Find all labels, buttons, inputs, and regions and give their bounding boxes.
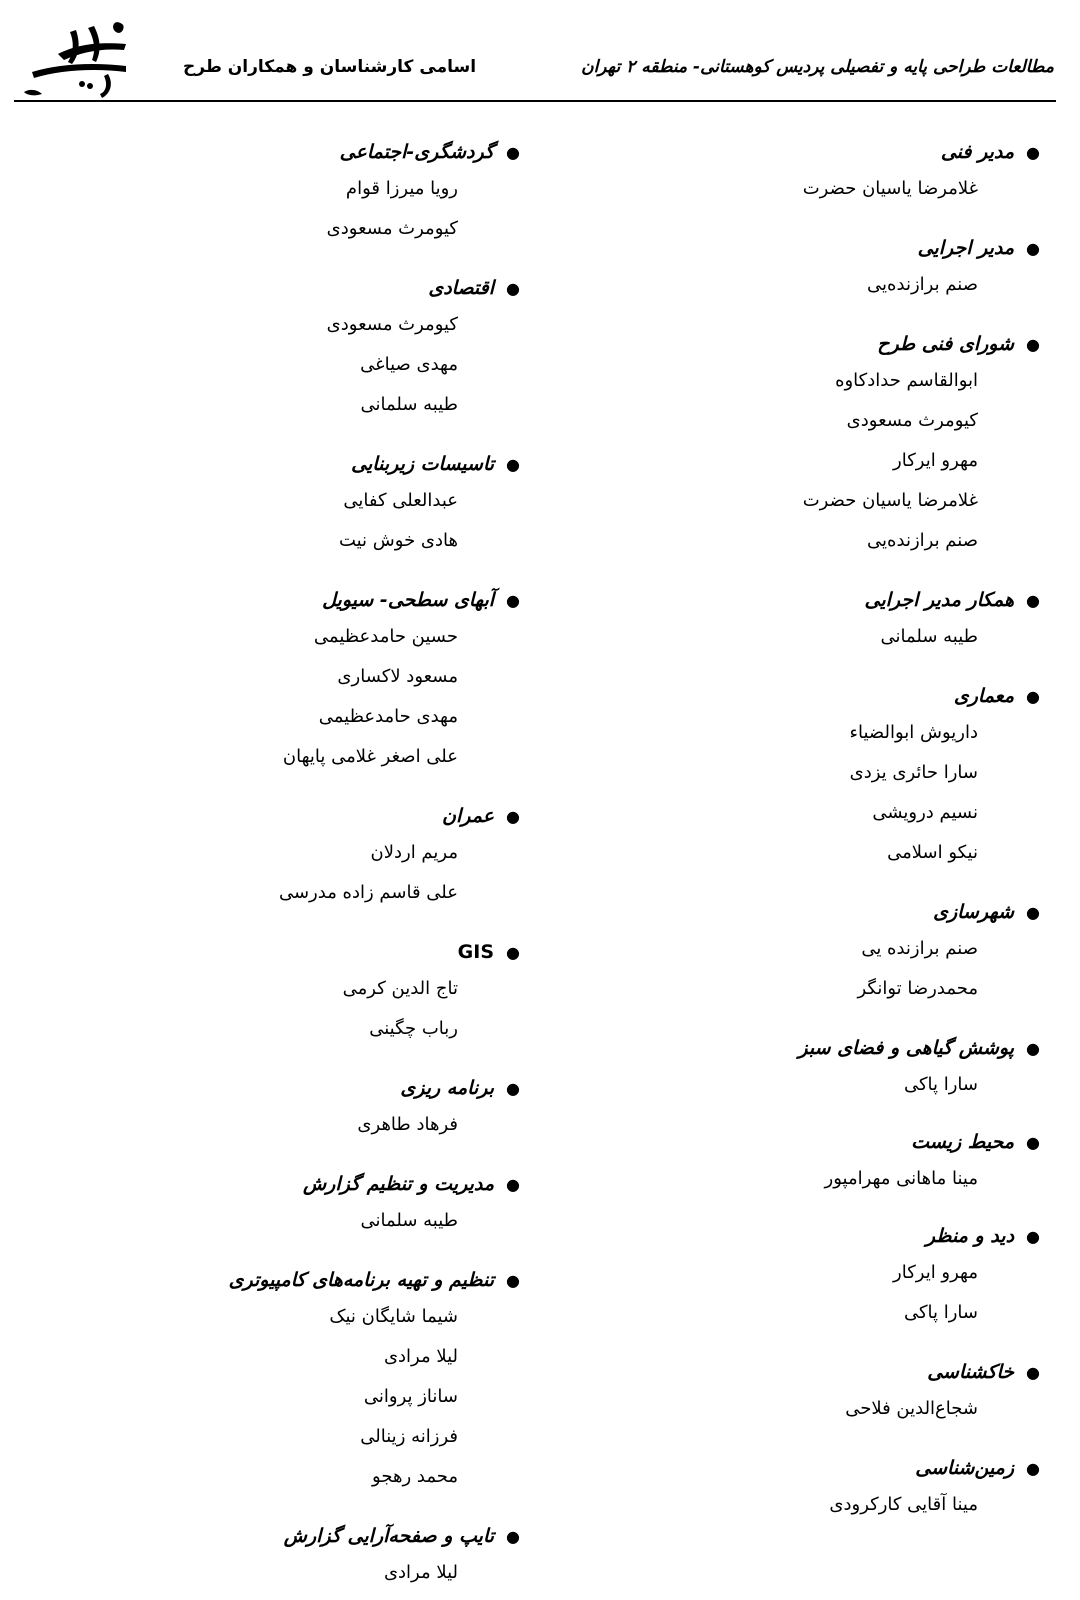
bullet-icon: ● <box>1026 1458 1040 1478</box>
section-heading <box>600 895 1040 929</box>
section <box>600 1125 1040 1199</box>
section <box>40 1071 520 1145</box>
person-name: ساناز پروانی <box>363 1386 458 1407</box>
section-title: تایپ و صفحه‌آرایی گزارش <box>283 1525 495 1547</box>
name-list <box>40 305 520 425</box>
bullet-icon: ● <box>1026 1226 1040 1246</box>
section <box>40 583 520 777</box>
name-list <box>40 969 520 1049</box>
bullet-icon: ● <box>506 806 520 826</box>
person-name: سارا پاکی <box>903 1074 978 1095</box>
person-name: صنم برازنده‌یی <box>867 274 978 295</box>
section-title: آبهای سطحی- سیویل <box>322 589 495 611</box>
name-list <box>40 833 520 913</box>
name-list <box>600 929 1040 1009</box>
bullet-icon: ● <box>506 590 520 610</box>
bullet-icon: ● <box>1026 902 1040 922</box>
person-name: طیبه سلمانی <box>360 394 458 415</box>
calligraphy-logo-icon <box>18 14 138 100</box>
bullet-icon: ● <box>1026 1038 1040 1058</box>
name-list <box>600 361 1040 561</box>
name-list <box>600 265 1040 305</box>
person-name: علی اصغر غلامی پایهان <box>282 746 458 767</box>
person-name: ابوالقاسم حدادکاوه <box>835 370 978 391</box>
person-name: مینا آقایی کارکرودی <box>829 1494 978 1515</box>
bullet-icon: ● <box>1026 1132 1040 1152</box>
names-title: اسامی کارشناسان و همکاران طرح <box>183 57 477 77</box>
name-list <box>600 169 1040 209</box>
section-heading <box>600 327 1040 361</box>
section-heading <box>600 1031 1040 1065</box>
name-list <box>40 1201 520 1241</box>
section <box>600 1031 1040 1105</box>
bullet-icon: ● <box>506 454 520 474</box>
section-heading <box>600 1451 1040 1485</box>
person-name: فرهاد طاهری <box>357 1114 458 1135</box>
person-name: مریم اردلان <box>370 842 458 863</box>
person-name: کیومرث مسعودی <box>326 218 458 239</box>
person-name: لیلا مرادی <box>383 1346 458 1367</box>
section-title: شهرسازی <box>933 901 1015 923</box>
section-heading <box>600 1125 1040 1159</box>
person-name: سارا پاکی <box>903 1302 978 1323</box>
section-heading <box>600 1355 1040 1389</box>
section-title: زمین‌شناسی <box>915 1457 1015 1479</box>
name-list <box>600 1065 1040 1105</box>
person-name: داریوش ابوالضیاء <box>849 722 978 743</box>
section-heading <box>40 1071 520 1105</box>
person-name: لیلا مرادی <box>383 1562 458 1583</box>
section <box>40 1167 520 1241</box>
person-name: شیما شایگان نیک <box>329 1306 458 1327</box>
person-name: صنم برازنده‌یی <box>867 530 978 551</box>
name-list <box>600 1389 1040 1429</box>
section-title: شورای فنی طرح <box>877 333 1015 355</box>
section-heading <box>600 1219 1040 1253</box>
section <box>600 231 1040 305</box>
name-list <box>40 481 520 561</box>
section-heading <box>600 135 1040 169</box>
bullet-icon: ● <box>506 1526 520 1546</box>
person-name: مهرو ایرکار <box>893 450 978 471</box>
bullet-icon: ● <box>506 1078 520 1098</box>
person-name: مینا ماهانی مهرامپور <box>824 1168 978 1189</box>
person-name: عبدالعلی کفایی <box>343 490 458 511</box>
section <box>40 271 520 425</box>
section <box>40 447 520 561</box>
section-title: تنظیم و تهیه برنامه‌های کامپیوتری <box>228 1269 495 1291</box>
section <box>40 135 520 249</box>
section-heading <box>40 1519 520 1553</box>
section <box>600 1219 1040 1333</box>
bullet-icon: ● <box>1026 142 1040 162</box>
person-name: طیبه سلمانی <box>360 1210 458 1231</box>
section <box>600 679 1040 873</box>
section <box>40 1263 520 1497</box>
bullet-icon: ● <box>506 1270 520 1290</box>
section-title: خاکشناسی <box>927 1361 1015 1383</box>
section <box>600 1451 1040 1525</box>
name-list <box>40 1105 520 1145</box>
section-heading <box>40 1263 520 1297</box>
header-divider <box>14 100 1056 102</box>
section <box>40 935 520 1049</box>
bullet-icon: ● <box>506 278 520 298</box>
name-list <box>600 617 1040 657</box>
bullet-icon: ● <box>506 1174 520 1194</box>
person-name: طیبه سلمانی <box>880 626 978 647</box>
section-title: GIS <box>457 941 495 963</box>
section-title: دید و منظر <box>925 1225 1015 1247</box>
person-name: هادی خوش نیت <box>338 530 458 551</box>
section <box>40 799 520 913</box>
page-header <box>0 0 1080 108</box>
person-name: رباب چگینی <box>369 1018 458 1039</box>
section-title: همکار مدیر اجرایی <box>864 589 1015 611</box>
section <box>600 327 1040 561</box>
section <box>600 895 1040 1009</box>
person-name: مهدی صیاغی <box>360 354 458 375</box>
section-heading <box>600 231 1040 265</box>
section-heading <box>40 447 520 481</box>
name-list <box>40 1297 520 1497</box>
section <box>600 135 1040 209</box>
logo <box>18 14 138 100</box>
person-name: تاج الدین کرمی <box>342 978 458 999</box>
bullet-icon: ● <box>1026 686 1040 706</box>
section-heading <box>600 583 1040 617</box>
person-name: مهدی حامدعظیمی <box>318 706 458 727</box>
person-name: محمدرضا توانگر <box>857 978 978 999</box>
person-name: سارا حائری یزدی <box>849 762 978 783</box>
section-title: اقتصادی <box>428 277 495 299</box>
right-column <box>600 135 1040 1525</box>
section-title: برنامه ریزی <box>400 1077 495 1099</box>
study-title: مطالعات طراحی پایه و تفصیلی پردیس کوهستانی- منطقه ۲ تهران <box>581 57 1054 77</box>
person-name: نیکو اسلامی <box>887 842 978 863</box>
section-heading <box>40 1167 520 1201</box>
section-title: پوشش گیاهی و فضای سبز <box>798 1037 1015 1059</box>
section-heading <box>40 799 520 833</box>
section-title: مدیریت و تنظیم گزارش <box>302 1173 495 1195</box>
person-name: علی قاسم زاده مدرسی <box>278 882 458 903</box>
left-column <box>40 135 520 1593</box>
bullet-icon: ● <box>506 942 520 962</box>
name-list <box>600 713 1040 873</box>
section-title: گردشگری-اجتماعی <box>339 141 495 163</box>
section-heading <box>40 271 520 305</box>
name-list <box>600 1485 1040 1525</box>
section <box>40 1519 520 1593</box>
bullet-icon: ● <box>1026 238 1040 258</box>
name-list <box>600 1253 1040 1333</box>
section-heading <box>40 583 520 617</box>
section-title: عمران <box>441 805 495 827</box>
person-name: مهرو ایرکار <box>893 1262 978 1283</box>
person-name: مسعود لاکساری <box>337 666 458 687</box>
person-name: نسیم درویشی <box>872 802 978 823</box>
section-title: مدیر فنی <box>940 141 1015 163</box>
person-name: فرزانه زینالی <box>360 1426 458 1447</box>
bullet-icon: ● <box>1026 1362 1040 1382</box>
section-title: معماری <box>953 685 1015 707</box>
bullet-icon: ● <box>506 142 520 162</box>
section-heading <box>40 135 520 169</box>
name-list <box>600 1159 1040 1199</box>
section-heading <box>600 679 1040 713</box>
person-name: صنم برازنده یی <box>861 938 978 959</box>
person-name: غلامرضا یاسیان حضرت <box>802 490 978 511</box>
section <box>600 1355 1040 1429</box>
person-name: غلامرضا یاسیان حضرت <box>802 178 978 199</box>
bullet-icon: ● <box>1026 590 1040 610</box>
section-heading <box>40 935 520 969</box>
section-title: تاسیسات زیربنایی <box>351 453 495 475</box>
person-name: کیومرث مسعودی <box>326 314 458 335</box>
name-list <box>40 1553 520 1593</box>
person-name: رویا میرزا قوام <box>345 178 458 199</box>
name-list <box>40 169 520 249</box>
section <box>600 583 1040 657</box>
person-name: حسین حامدعظیمی <box>313 626 458 647</box>
name-list <box>40 617 520 777</box>
section-title: مدیر اجرایی <box>917 237 1015 259</box>
section-title: محیط زیست <box>911 1131 1015 1153</box>
person-name: کیومرث مسعودی <box>846 410 978 431</box>
person-name: محمد رهجو <box>372 1466 458 1487</box>
bullet-icon: ● <box>1026 334 1040 354</box>
person-name: شجاع‌الدین فلاحی <box>845 1398 978 1419</box>
